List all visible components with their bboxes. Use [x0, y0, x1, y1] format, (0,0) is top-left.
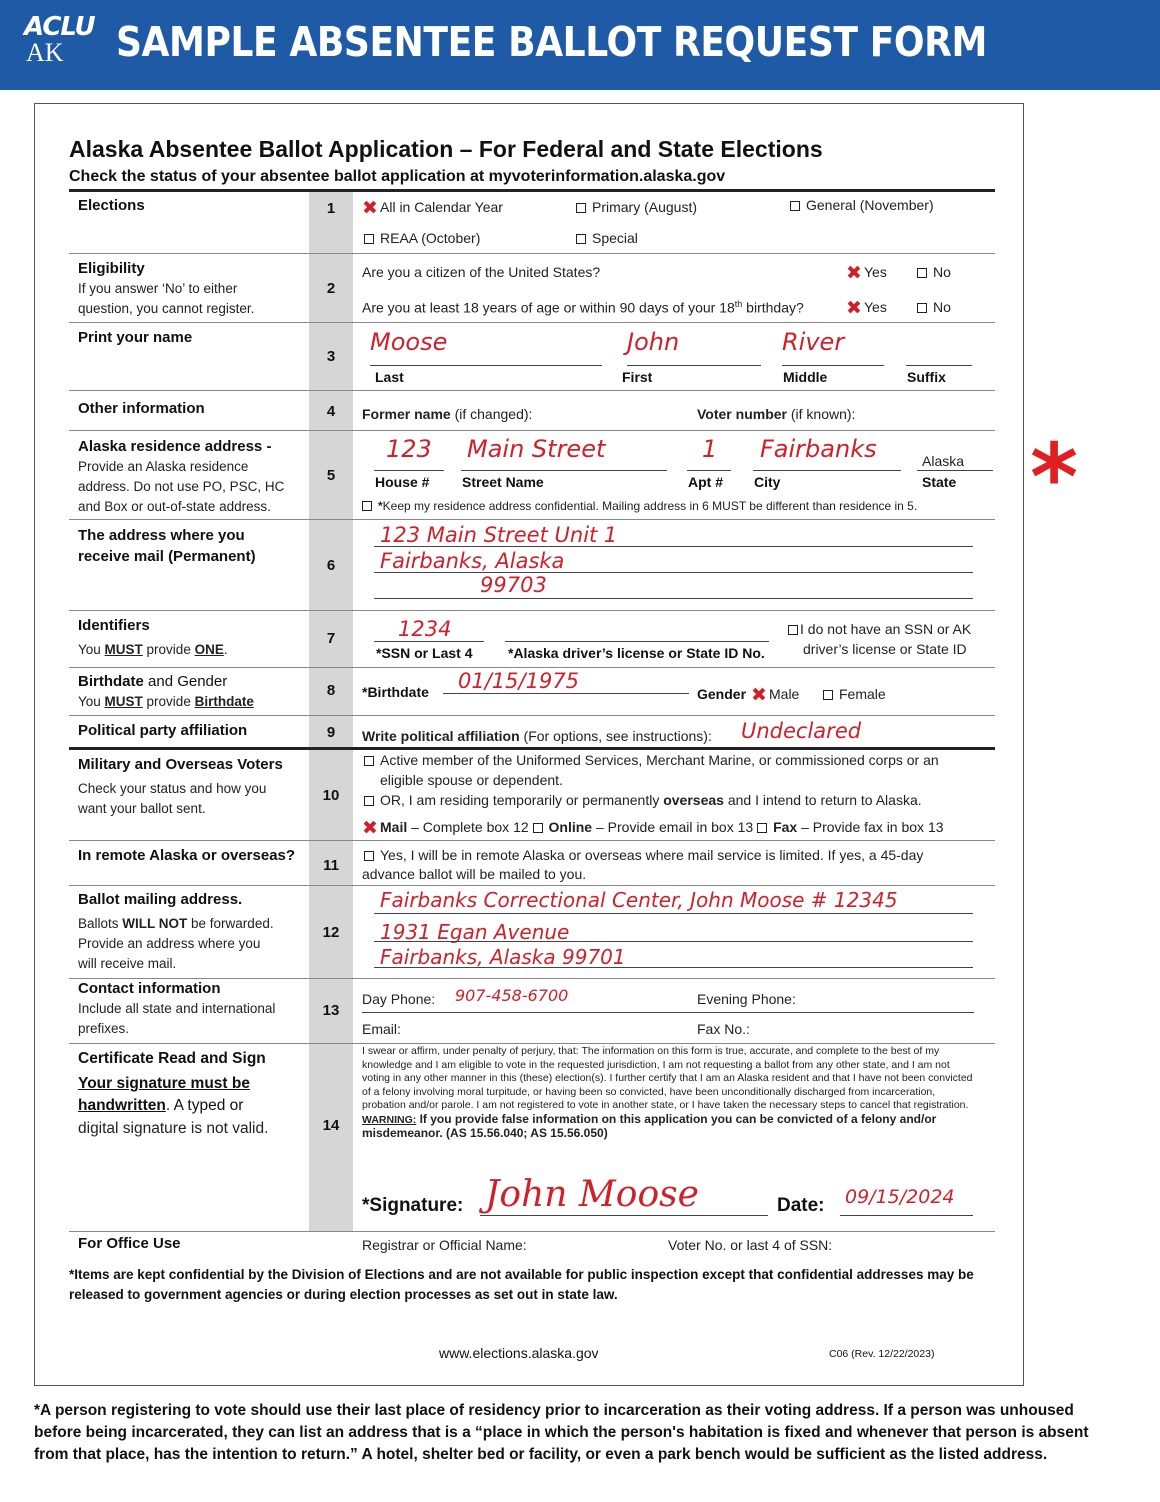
underline — [374, 470, 444, 471]
field-caption: First — [622, 369, 653, 385]
underline — [917, 470, 993, 471]
birthdate-label: Birthdate and Gender — [78, 673, 228, 690]
field-caption: State — [922, 474, 957, 490]
signature-value[interactable]: John Moose — [485, 1174, 699, 1215]
form-revision: C06 (Rev. 12/22/2023) — [829, 1348, 935, 1360]
ballot-mailing-note: will receive mail. — [78, 956, 177, 971]
delivery-online[interactable]: Online – Provide email in box 13 — [533, 819, 758, 835]
city-value[interactable]: Fairbanks — [760, 435, 877, 463]
website-link[interactable]: www.elections.alaska.gov — [439, 1345, 599, 1361]
signature-note: handwritten. A typed or — [78, 1097, 244, 1114]
print-name-label: Print your name — [78, 329, 193, 346]
ballot-delivery-options — [362, 817, 944, 839]
logo-aclu-text: ACLU — [24, 12, 95, 42]
option-general[interactable]: General (November) — [790, 197, 934, 213]
identifiers-label: Identifiers — [78, 617, 150, 634]
eligibility-note: question, you cannot register. — [78, 301, 255, 316]
residence-note: and Box or out-of-state address. — [78, 499, 271, 514]
street-name-value[interactable]: Main Street — [467, 435, 606, 463]
fax-field[interactable]: Fax No.: — [697, 1021, 750, 1037]
email-field[interactable]: Email: — [362, 1021, 401, 1037]
divider — [69, 610, 995, 611]
residence-label: Alaska residence address - — [78, 438, 272, 455]
checkbox-icon — [576, 203, 586, 213]
delivery-fax[interactable]: Fax – Provide fax in box 13 — [757, 819, 943, 835]
section-number: 14 — [322, 1117, 340, 1134]
remote-text: advance ballot will be mailed to you. — [362, 866, 587, 882]
former-name-field[interactable]: Former name (if changed): — [362, 406, 533, 422]
identifiers-note: You MUST provide ONE. — [78, 642, 228, 657]
checkbox-icon — [576, 234, 586, 244]
checkbox-icon — [917, 303, 927, 313]
date-value[interactable]: 09/15/2024 — [845, 1186, 955, 1208]
last-name-value[interactable]: Moose — [370, 328, 448, 356]
underline — [443, 693, 689, 694]
signature-note: digital signature is not valid. — [78, 1120, 269, 1137]
section-number-column — [309, 190, 353, 1231]
uniformed-services-option[interactable]: Active member of the Uniformed Services, Merchant Marine, or commissioned corps or an — [364, 752, 939, 768]
military-note: Check your status and how you — [78, 781, 267, 796]
residence-note: address. Do not use PO, PSC, HC — [78, 479, 285, 494]
mail-address-label: The address where you — [78, 527, 245, 544]
contact-note: Include all state and international — [78, 1001, 276, 1016]
checkbox-icon — [533, 823, 543, 833]
military-label: Military and Overseas Voters — [78, 756, 283, 773]
underline — [627, 365, 761, 366]
form-subtitle: Check the status of your absentee ballot application at myvoterinformation.alaska.gov — [69, 168, 726, 185]
day-phone-value[interactable]: 907-458-6700 — [455, 986, 569, 1005]
divider — [69, 322, 995, 323]
evening-phone-field[interactable]: Evening Phone: — [697, 991, 796, 1007]
birthdate-note: You MUST provide Birthdate — [78, 694, 254, 709]
underline — [374, 941, 973, 942]
eligibility-label: Eligibility — [78, 260, 145, 277]
house-number-value[interactable]: 123 — [386, 435, 432, 463]
party-prompt: Write political affiliation (For options, see instructions): — [362, 728, 712, 744]
no-ssn-text: driver’s license or State ID — [803, 641, 967, 657]
field-caption: Last — [375, 369, 404, 385]
signature-note: Your signature must be — [78, 1075, 250, 1092]
state-value: Alaska — [922, 453, 965, 469]
citizen-question: Are you a citizen of the United States? — [362, 264, 601, 280]
page-title: SAMPLE ABSENTEE BALLOT REQUEST FORM — [116, 18, 987, 66]
office-use-label: For Office Use — [78, 1235, 181, 1252]
date-label: Date: — [777, 1195, 825, 1216]
field-caption: House # — [375, 474, 430, 490]
underline — [374, 913, 973, 914]
logo-ak-text: AK — [26, 38, 64, 67]
underline — [370, 365, 602, 366]
section-number: 5 — [326, 467, 336, 484]
overseas-option[interactable]: OR, I am residing temporarily or permanently overseas and I intend to return to Alaska. — [364, 792, 922, 808]
divider — [69, 715, 995, 716]
field-caption: *Birthdate — [362, 684, 429, 700]
section-number: 11 — [323, 857, 339, 874]
field-caption: Street Name — [462, 474, 544, 490]
section-number: 7 — [326, 630, 336, 647]
elections-label: Elections — [78, 197, 145, 214]
section-number: 12 — [322, 924, 340, 941]
certificate-label: Certificate Read and Sign — [78, 1050, 266, 1067]
voter-no-field: Voter No. or last 4 of SSN: — [668, 1237, 833, 1253]
field-caption: Apt # — [688, 474, 723, 490]
section-number: 8 — [326, 682, 336, 699]
section-number: 1 — [326, 200, 336, 217]
checkbox-icon — [364, 756, 374, 766]
section-number: 10 — [322, 787, 340, 804]
ballot-mailing-note: Provide an address where you — [78, 936, 261, 951]
delivery-mail[interactable]: ✖ Mail – Complete box 12 — [362, 817, 533, 839]
divider — [69, 885, 995, 886]
party-label: Political party affiliation — [78, 722, 248, 739]
field-caption: Middle — [783, 369, 828, 385]
underline — [840, 1215, 973, 1216]
underline — [374, 641, 484, 642]
field-caption: *Alaska driver’s license or State ID No. — [508, 645, 765, 661]
remote-option[interactable]: Yes, I will be in remote Alaska or overseas where mail service is limited. If yes, a 45-day — [364, 847, 923, 863]
checkbox-icon — [757, 823, 767, 833]
checkbox-icon — [790, 201, 800, 211]
check-mark-icon: ✖ — [846, 262, 862, 284]
form-title: Alaska Absentee Ballot Application – For Federal and State Elections — [69, 136, 823, 162]
no-ssn-checkbox[interactable]: I do not have an SSN or AK — [788, 621, 971, 637]
confidential-checkbox[interactable]: *Keep my residence address confidential. Mailing address in 6 MUST be different than residence in 5. — [362, 499, 917, 513]
checkbox-icon — [364, 234, 374, 244]
checkbox-icon — [788, 625, 798, 635]
underline — [906, 365, 972, 366]
ssn-value[interactable]: 1234 — [398, 617, 452, 641]
mail-address-line3[interactable]: 99703 — [480, 573, 547, 597]
aclu-ak-logo — [24, 14, 95, 66]
divider — [69, 667, 995, 668]
checkbox-icon — [917, 268, 927, 278]
section-number: 9 — [326, 724, 336, 741]
underline — [461, 470, 667, 471]
incarceration-note: *A person registering to vote should use their last place of residency prior to incarceration as their voting address. If a person was unhoused before being incarcerated, they can list an address that is a “place in which the person's habitation is fixed and whenever that person is absent from that place, has the intention to return.” A hotel, shelter bed or facility, or even a park bench would be sufficient as the listed address. — [34, 1402, 1089, 1463]
underline — [362, 1012, 974, 1013]
other-info-label: Other information — [78, 400, 205, 417]
option-all-calendar-year[interactable]: ✖ All in Calendar Year — [362, 197, 503, 219]
checkbox-icon — [364, 796, 374, 806]
field-caption: *SSN or Last 4 — [376, 645, 473, 661]
check-mark-icon: ✖ — [362, 817, 378, 839]
divider — [69, 1043, 995, 1044]
first-name-value[interactable]: John — [627, 328, 680, 356]
underline — [687, 470, 731, 471]
age-yes[interactable]: ✖ Yes — [846, 297, 887, 319]
divider — [69, 747, 995, 750]
header-banner — [0, 0, 1160, 90]
divider — [69, 189, 995, 192]
ballot-address-line2[interactable]: 1931 Egan Avenue — [380, 920, 570, 944]
apt-value[interactable]: 1 — [702, 435, 718, 463]
voter-number-field[interactable]: Voter number (if known): — [697, 406, 856, 422]
ballot-address-line1[interactable]: Fairbanks Correctional Center, John Moose # 12345 — [380, 888, 898, 912]
citizen-yes[interactable]: ✖ Yes — [846, 262, 887, 284]
gender-female[interactable]: Female — [823, 686, 886, 702]
checkbox-icon — [364, 851, 374, 861]
age-question: Are you at least 18 years of age or within 90 days of your 18th birthday? — [362, 299, 804, 316]
mail-address-line1[interactable]: 123 Main Street Unit 1 — [380, 523, 618, 547]
ballot-mailing-note: Ballots WILL NOT be forwarded. — [78, 916, 274, 931]
divider — [69, 390, 995, 391]
underline — [480, 1215, 768, 1216]
underline — [782, 365, 884, 366]
underline — [374, 572, 973, 573]
age-no[interactable]: No — [917, 299, 951, 315]
option-reaa[interactable]: REAA (October) — [364, 230, 480, 246]
ballot-mailing-label: Ballot mailing address. — [78, 891, 243, 908]
divider — [69, 519, 995, 520]
contact-label: Contact information — [78, 980, 221, 997]
field-caption: City — [754, 474, 781, 490]
check-mark-icon: ✖ — [751, 684, 767, 706]
signature-label: *Signature: — [362, 1195, 464, 1216]
eligibility-note: If you answer ‘No’ to either — [78, 281, 238, 296]
party-value[interactable]: Undeclared — [741, 719, 862, 743]
field-caption: Suffix — [907, 369, 946, 385]
option-special[interactable]: Special — [576, 230, 638, 246]
mail-address-line2[interactable]: Fairbanks, Alaska — [380, 549, 565, 573]
field-caption: Gender — [697, 686, 747, 702]
oath-text: I swear or affirm, under penalty of perjury, that: The information on this form is true, accurate, and complete to the best of my knowledge and I am eligible to vote in the requested jurisdiction, I am not requesting a ballot from any other state, and I am not voting in any other manner in this (these) election(s). I further certify that I am an Alaska resident and that I have not been convicted of a felony involving moral turpitude, or having been so convicted, have been unconditionally discharged from incarceration, probation and/or parole. I am not registered to vote in another state, or I have taken the necessary steps to cancel that registration. WARNING: If you provide false information on this application you can be convicted of a felony and/or misdemeanor. (AS 15.56.040; AS 15.56.050) — [362, 1045, 973, 1140]
uniformed-services-text: eligible spouse or dependent. — [380, 772, 563, 788]
option-primary[interactable]: Primary (August) — [576, 199, 697, 215]
middle-name-value[interactable]: River — [782, 328, 845, 356]
section-number: 13 — [322, 1002, 340, 1019]
citizen-no[interactable]: No — [917, 264, 951, 280]
registrar-field: Registrar or Official Name: — [362, 1237, 527, 1253]
asterisk-icon: * — [1030, 424, 1079, 531]
check-mark-icon: ✖ — [362, 197, 378, 219]
birthdate-value[interactable]: 01/15/1975 — [458, 669, 580, 693]
check-mark-icon: ✖ — [846, 297, 862, 319]
underline — [374, 967, 973, 968]
ballot-address-line3[interactable]: Fairbanks, Alaska 99701 — [380, 945, 626, 969]
checkbox-icon — [362, 501, 372, 511]
military-note: want your ballot sent. — [78, 801, 206, 816]
gender-male[interactable]: ✖ Male — [751, 684, 800, 706]
day-phone-label: Day Phone: — [362, 991, 436, 1007]
contact-note: prefixes. — [78, 1021, 130, 1036]
divider — [69, 253, 995, 254]
mail-address-label: receive mail (Permanent) — [78, 548, 256, 565]
section-number: 2 — [326, 280, 336, 297]
underline — [374, 546, 973, 547]
divider — [69, 840, 995, 841]
divider — [69, 1231, 995, 1232]
underline — [505, 641, 769, 642]
confidential-footnote: *Items are kept confidential by the Division of Elections and are not available for public inspection except that confidential addresses may be released to government agencies or during election processes as set out in state law. — [69, 1267, 974, 1302]
checkbox-icon — [823, 690, 833, 700]
divider — [69, 430, 995, 431]
section-number: 4 — [326, 403, 336, 420]
residence-note: Provide an Alaska residence — [78, 459, 249, 474]
remote-label: In remote Alaska or overseas? — [78, 847, 296, 864]
underline — [753, 470, 901, 471]
section-number: 6 — [326, 557, 336, 574]
section-number: 3 — [326, 348, 336, 365]
underline — [374, 598, 973, 599]
